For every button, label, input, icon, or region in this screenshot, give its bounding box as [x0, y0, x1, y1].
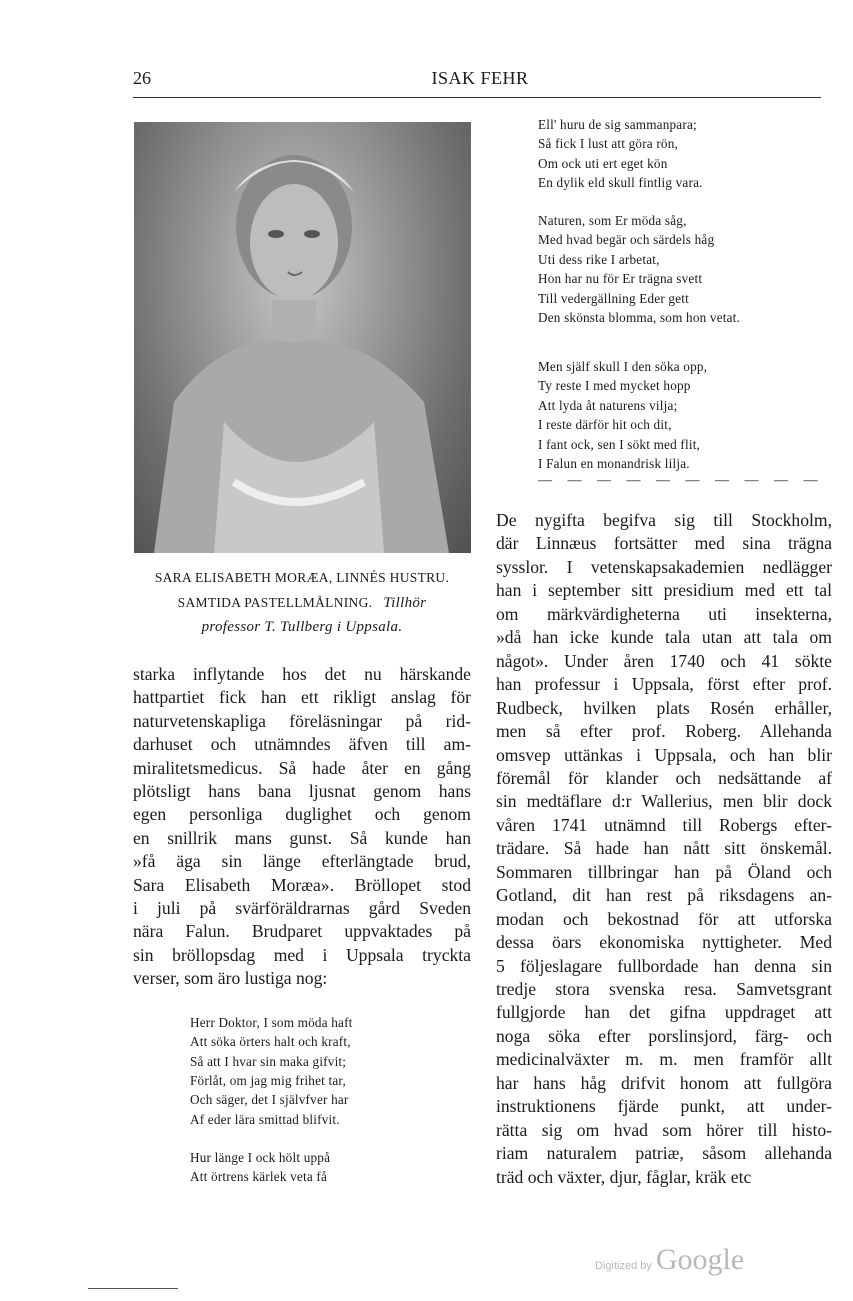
caption-caps: SAMTIDA PASTELLMÅLNING. — [177, 595, 373, 610]
prose-line: tredje stora svenska resa. Samvetsgrant — [496, 979, 832, 999]
poem-line: I reste därför hit och dit, — [538, 417, 672, 433]
poem-line: Ell' huru de sig sammanpara; — [538, 117, 697, 132]
digitized-by-google-watermark — [595, 1243, 744, 1277]
prose-line: han i september sitt presidium med ett tal — [496, 580, 832, 601]
prose-line: i juli på svärföräldrarnas gård Sveden — [133, 898, 471, 918]
poem-line: Men själf skull I den söka opp, — [538, 359, 708, 374]
poem-line: Hon har nu för Er trägna svett — [538, 271, 703, 287]
prose-line: verser, som äro lustiga nog: — [133, 968, 328, 989]
prose-line: sin medtäflare d:r Wallerius, men blir dock — [496, 791, 832, 812]
poem-end-dashes: — — — — — — — — — — — [538, 473, 824, 488]
prose-line: föremål för klander och nedsättande af — [496, 767, 832, 788]
prose-line: trädare. Så hade han nått sitt önskemål. — [496, 838, 832, 859]
prose-line: modan och bekostnad för att utforska — [496, 908, 832, 929]
prose-line: starka inflytande hos det nu härskande — [133, 664, 471, 684]
prose-line: men så efter prof. Roberg. Allehanda — [496, 721, 832, 742]
prose-line: darhuset och utnämndes äfven till am- — [133, 734, 471, 755]
prose-line: Gotland, dit han rest på riksdagens an- — [496, 885, 832, 906]
poem-line: Förlåt, om jag mig frihet tar, — [190, 1072, 346, 1088]
prose-line: medicinalväxter m. m. men framför allt — [496, 1049, 832, 1070]
poem-line: Den skönsta blomma, som hon vetat. — [538, 310, 741, 325]
prose-line: där Linnæus fortsätter med sina trägna — [496, 533, 832, 554]
figure-caption-line — [133, 619, 471, 636]
prose-line: hattpartiet fick han ett rikligt anslag för — [133, 687, 471, 708]
poem-line: Uti dess rike I arbetat, — [538, 251, 660, 267]
prose-line: något». Under åren 1740 och 41 sökte — [496, 650, 832, 671]
poem-line: Så att I hvar sin maka gifvit; — [190, 1053, 347, 1069]
poem-line: Herr Doktor, I som möda haft — [190, 1015, 353, 1030]
prose-line: han professur i Uppsala, först efter prof. — [496, 674, 832, 695]
prose-line: riam naturalem patriæ, såsom allehanda — [496, 1143, 832, 1164]
poem-line: Till vedergällning Eder gett — [538, 290, 690, 306]
prose-line: träd och växter, djur, fåglar, kräk etc — [496, 1166, 752, 1187]
prose-line: De nygifta begifva sig till Stockholm, — [496, 510, 832, 530]
poem-line: En dylik eld skull fintlig vara. — [538, 175, 703, 191]
prose-line: miralitetsmedicus. Så hade åter en gång — [133, 757, 471, 778]
prose-line: dessa öars ekonomiska nyttigheter. Med — [496, 932, 832, 953]
poem-line: Naturen, som Er möda såg, — [538, 213, 687, 228]
portrait-image — [134, 122, 471, 553]
prose-line: sysslor. I vetenskapsakademien nedlägger — [496, 556, 832, 577]
prose-line: rätta sig om hvad som hörer till histo- — [496, 1119, 832, 1140]
prose-line: instruktionens fjärde punkt, att under- — [496, 1096, 832, 1117]
prose-line: fullgjorde han det gifna uppdraget att — [496, 1002, 832, 1023]
prose-line: Rudbeck, hvilken plats Rosén erhåller, — [496, 697, 832, 718]
prose-line: »få äga sin länge efterlängtade brud, — [133, 851, 471, 872]
poem-line: Om ock uti ert eget kön — [538, 155, 668, 171]
caption-italic: professor T. Tullberg i Uppsala. — [201, 619, 403, 635]
portrait-figure-icon — [134, 122, 471, 553]
figure-caption-line: SARA ELISABETH MORÆA, LINNÉS HUSTRU. — [154, 570, 450, 585]
prose-line: Sara Elisabeth Moræa». Bröllopet stod — [133, 874, 471, 895]
header-rule — [133, 97, 821, 98]
prose-line: »då han icke kunde tala utan att tala om — [496, 627, 832, 648]
figure-caption-line — [133, 595, 471, 612]
prose-line: egen personliga duglighet och genom — [133, 804, 471, 825]
prose-line: 5 följeslagare fullbordade han denna sin — [496, 955, 832, 976]
prose-line: en snillrik mans gunst. Så kunde han — [133, 827, 471, 848]
poem-line: Hur länge I ock hölt uppå — [190, 1150, 331, 1165]
prose-line: Sommaren tillbringar han på Öland och — [496, 861, 832, 882]
poem-line: Ty reste I med mycket hopp — [538, 378, 691, 394]
footer-mark — [88, 1288, 178, 1289]
poem-line: Med hvad begär och särdels håg — [538, 232, 715, 248]
poem-line: Och säger, det I självfver har — [190, 1092, 349, 1108]
watermark-prefix: Digitized by — [595, 1260, 652, 1272]
poem-line: Att söka örters halt och kraft, — [190, 1034, 351, 1050]
page-number: 26 — [133, 68, 151, 88]
poem-line: I fant ock, sen I sökt med flit, — [538, 436, 701, 452]
prose-line: omsvep uttänkas i Uppsala, och han blir — [496, 744, 832, 765]
prose-line: plötsligt hans bana ljusnat genom hans — [133, 781, 471, 801]
watermark-brand: Google — [655, 1243, 745, 1276]
prose-line: om märkvärdigheterna uti insekterna, — [496, 603, 832, 624]
prose-line: har hans håg drifvit honom att fullgöra — [496, 1072, 832, 1093]
prose-line: naturvetenskapliga föreläsningar på rid- — [133, 710, 471, 731]
prose-line: våren 1741 utnämnd till Robergs efter- — [496, 814, 832, 835]
caption-italic: Tillhör — [383, 595, 427, 611]
poem-line: Att lyda åt naturens vilja; — [538, 397, 678, 413]
running-title: ISAK FEHR — [431, 68, 529, 88]
prose-line: noga söka efter porslinsjord, färg- och — [496, 1025, 832, 1046]
prose-line: nära Falun. Brudparet uppvaktades på — [133, 921, 471, 942]
poem-line: Att örtrens kärlek veta få — [190, 1169, 328, 1185]
poem-line: I Falun en monandrisk lilja. — [538, 456, 690, 471]
poem-line: Af eder lära smittad blifvit. — [190, 1111, 340, 1127]
poem-line: Så fick I lust att göra rön, — [538, 136, 679, 152]
prose-line: sin bröllopsdag med i Uppsala tryckta — [133, 944, 471, 965]
